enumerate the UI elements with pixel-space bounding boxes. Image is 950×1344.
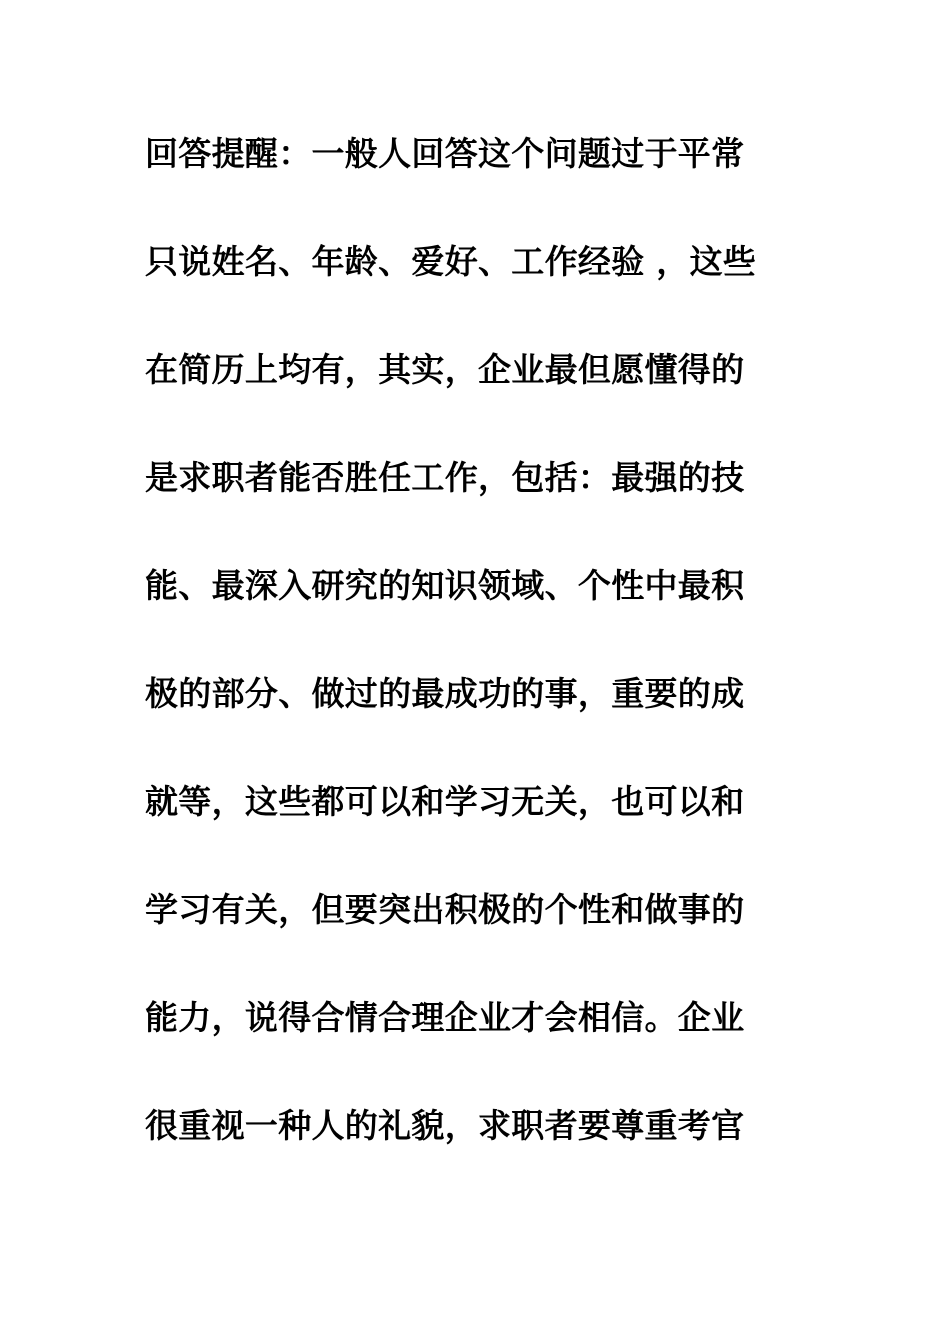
text-line: 就等，这些都可以和学习无关，也可以和 [145, 782, 745, 821]
text-line: 是求职者能否胜任工作，包括：最强的技 [145, 458, 745, 497]
body-text [145, 127, 815, 1207]
text-line: 很重视一种人的礼貌，求职者要尊重考官 [145, 1106, 745, 1145]
text-line: 只说姓名、年龄、爱好、工作经验 ，这些 [145, 242, 757, 281]
text-line: 在简历上均有，其实，企业最但愿懂得的 [145, 350, 745, 389]
text-line: 能、最深入研究的知识领域、个性中最积 [145, 566, 745, 605]
text-line: 能力，说得合情合理企业才会相信。企业 [145, 998, 745, 1037]
text-line: 极的部分、做过的最成功的事，重要的成 [145, 674, 745, 713]
text-line: 回答提醒：一般人回答这个问题过于平常 [145, 134, 745, 173]
text-line: 学习有关，但要突出积极的个性和做事的 [145, 890, 745, 929]
